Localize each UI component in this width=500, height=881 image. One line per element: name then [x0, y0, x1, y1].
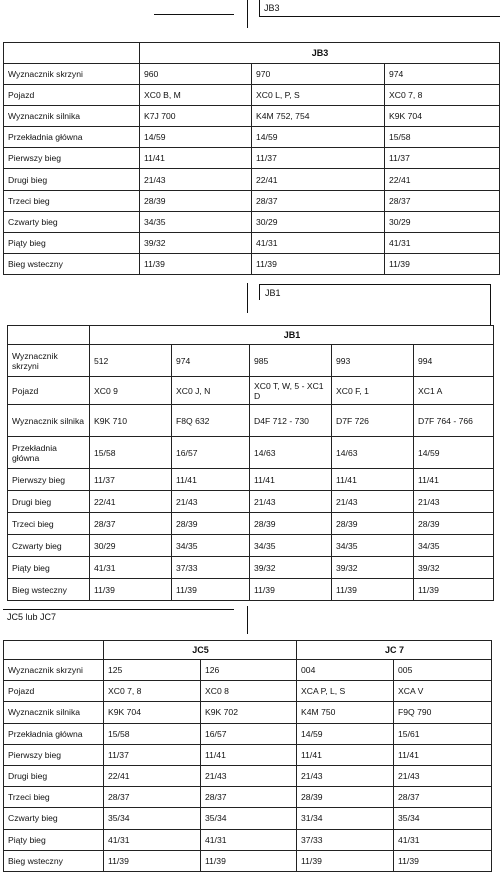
jb1-corner-cell: [8, 326, 90, 345]
jb3-label-rule: [259, 16, 500, 17]
cell: K4M 752, 754: [252, 106, 385, 127]
cell: 974: [385, 64, 500, 85]
row-label: Wyznacznik skrzyni: [4, 64, 140, 85]
cell: 21/43: [332, 491, 414, 513]
row-label: Wyznacznik silnika: [4, 702, 104, 723]
cell: XCA V: [394, 681, 492, 702]
cell: K9K 702: [201, 702, 297, 723]
table-row: [4, 681, 492, 702]
cell: 39/32: [140, 232, 252, 253]
cell: 970: [252, 64, 385, 85]
cell: 28/39: [250, 513, 332, 535]
cell: 22/41: [104, 765, 201, 786]
table-row: [8, 437, 494, 469]
table-row: [4, 787, 492, 808]
cell: 11/39: [252, 253, 385, 274]
cell: 11/39: [250, 579, 332, 601]
cell: 11/41: [394, 744, 492, 765]
table-row: [8, 377, 494, 405]
cell: 11/41: [332, 469, 414, 491]
cell: XC0 F, 1: [332, 377, 414, 405]
jb1-label-tick: [259, 284, 260, 300]
jc-label-rule: [3, 609, 234, 610]
cell: 41/31: [385, 232, 500, 253]
cell: 28/39: [297, 787, 394, 808]
row-label: Drugi bieg: [8, 491, 90, 513]
table-row: [4, 169, 500, 190]
cell: 15/58: [90, 437, 172, 469]
cell: 34/35: [172, 535, 250, 557]
cell: 005: [394, 660, 492, 681]
cell: 35/34: [201, 808, 297, 829]
cell: 11/41: [414, 469, 494, 491]
cell: 37/33: [172, 557, 250, 579]
row-label: Czwarty bieg: [4, 808, 104, 829]
row-label: Czwarty bieg: [4, 211, 140, 232]
table-row: [4, 190, 500, 211]
cell: 41/31: [201, 829, 297, 850]
cell: 35/34: [104, 808, 201, 829]
row-label: Trzeci bieg: [4, 190, 140, 211]
cell: 28/37: [394, 787, 492, 808]
cell: 28/37: [104, 787, 201, 808]
cell: 22/41: [252, 169, 385, 190]
row-label: Wyznacznik silnika: [4, 106, 140, 127]
cell: K9K 710: [90, 405, 172, 437]
top-rule-left: [154, 14, 234, 15]
cell: 34/35: [332, 535, 414, 557]
cell: 28/39: [332, 513, 414, 535]
cell: 11/41: [297, 744, 394, 765]
table-row: [4, 808, 492, 829]
cell: 11/41: [140, 148, 252, 169]
cell: XC0 T, W, 5 - XC1 D: [250, 377, 332, 405]
jb1-table: [7, 325, 494, 601]
cell: 11/39: [414, 579, 494, 601]
cell: 31/34: [297, 808, 394, 829]
jb3-section-label: JB3: [264, 3, 280, 13]
jb1-divider: [247, 283, 248, 313]
cell: XC0 B, M: [140, 85, 252, 106]
cell: 11/39: [201, 850, 297, 871]
cell: XC1 A: [414, 377, 494, 405]
table-row: [4, 64, 500, 85]
cell: 21/43: [172, 491, 250, 513]
cell: 14/59: [414, 437, 494, 469]
cell: 14/59: [140, 127, 252, 148]
table-row: [4, 660, 492, 681]
table-row: [8, 491, 494, 513]
cell: XCA P, L, S: [297, 681, 394, 702]
cell: 11/39: [172, 579, 250, 601]
table-row: [4, 829, 492, 850]
cell: D7F 764 - 766: [414, 405, 494, 437]
cell: 34/35: [140, 211, 252, 232]
cell: F8Q 632: [172, 405, 250, 437]
cell: 14/59: [252, 127, 385, 148]
table-row: [4, 127, 500, 148]
cell: 994: [414, 345, 494, 377]
cell: XC0 8: [201, 681, 297, 702]
row-label: Bieg wsteczny: [4, 850, 104, 871]
table-row: [4, 723, 492, 744]
table-row: [4, 744, 492, 765]
cell: 34/35: [250, 535, 332, 557]
cell: 11/37: [104, 744, 201, 765]
cell: 28/37: [385, 190, 500, 211]
row-label: Wyznacznik silnika: [8, 405, 90, 437]
row-label: Drugi bieg: [4, 169, 140, 190]
cell: 004: [297, 660, 394, 681]
table-row: [4, 106, 500, 127]
cell: 16/57: [172, 437, 250, 469]
jb3-corner-cell: [4, 43, 140, 64]
cell: K9K 704: [385, 106, 500, 127]
cell: 11/39: [332, 579, 414, 601]
cell: XC0 7, 8: [104, 681, 201, 702]
jb3-table: [3, 42, 500, 275]
table-row: [4, 253, 500, 274]
cell: 39/32: [332, 557, 414, 579]
row-label: Trzeci bieg: [8, 513, 90, 535]
cell: K9K 704: [104, 702, 201, 723]
cell: 974: [172, 345, 250, 377]
cell: 15/58: [385, 127, 500, 148]
cell: 22/41: [90, 491, 172, 513]
row-label: Drugi bieg: [4, 765, 104, 786]
row-label: Wyznacznik skrzyni: [8, 345, 90, 377]
jc-divider: [247, 606, 248, 634]
cell: 30/29: [252, 211, 385, 232]
cell: 37/33: [297, 829, 394, 850]
cell: F9Q 790: [394, 702, 492, 723]
cell: 30/29: [385, 211, 500, 232]
cell: 11/39: [140, 253, 252, 274]
right-rule: [490, 284, 491, 326]
table-row: [4, 85, 500, 106]
cell: XC0 L, P, S: [252, 85, 385, 106]
row-label: Przekładnia główna: [8, 437, 90, 469]
cell: 993: [332, 345, 414, 377]
cell: 11/39: [394, 850, 492, 871]
row-label: Pierwszy bieg: [4, 744, 104, 765]
cell: XC0 J, N: [172, 377, 250, 405]
jc-corner-cell: [4, 641, 104, 660]
cell: 22/41: [385, 169, 500, 190]
row-label: Pojazd: [8, 377, 90, 405]
cell: 512: [90, 345, 172, 377]
row-label: Wyznacznik skrzyni: [4, 660, 104, 681]
jc5-header: JC5: [104, 641, 297, 660]
table-row: [4, 211, 500, 232]
jb1-header: JB1: [90, 326, 494, 345]
cell: 30/29: [90, 535, 172, 557]
cell: 28/39: [414, 513, 494, 535]
cell: 41/31: [394, 829, 492, 850]
cell: 11/39: [297, 850, 394, 871]
row-label: Piąty bieg: [4, 829, 104, 850]
cell: 16/57: [201, 723, 297, 744]
table-row: [8, 345, 494, 377]
cell: 35/34: [394, 808, 492, 829]
cell: 11/41: [250, 469, 332, 491]
cell: 41/31: [90, 557, 172, 579]
table-row: [4, 765, 492, 786]
cell: XC0 9: [90, 377, 172, 405]
row-label: Przekładnia główna: [4, 723, 104, 744]
cell: 125: [104, 660, 201, 681]
row-label: Czwarty bieg: [8, 535, 90, 557]
cell: 11/37: [90, 469, 172, 491]
jc-section-label: JC5 lub JC7: [7, 612, 57, 622]
row-label: Pierwszy bieg: [4, 148, 140, 169]
cell: 41/31: [252, 232, 385, 253]
cell: 21/43: [250, 491, 332, 513]
cell: D4F 712 - 730: [250, 405, 332, 437]
jb1-section-label: JB1: [265, 288, 281, 298]
table-row: [8, 557, 494, 579]
table-row: [4, 702, 492, 723]
cell: 34/35: [414, 535, 494, 557]
cell: 21/43: [201, 765, 297, 786]
table-row: [4, 850, 492, 871]
table-row: [8, 513, 494, 535]
cell: 39/32: [414, 557, 494, 579]
row-label: Przekładnia główna: [4, 127, 140, 148]
cell: 985: [250, 345, 332, 377]
row-label: Pierwszy bieg: [8, 469, 90, 491]
table-row: [4, 148, 500, 169]
cell: 11/41: [172, 469, 250, 491]
cell: 11/41: [201, 744, 297, 765]
cell: 21/43: [414, 491, 494, 513]
table-row: [4, 232, 500, 253]
row-label: Pojazd: [4, 85, 140, 106]
row-label: Trzeci bieg: [4, 787, 104, 808]
cell: 11/37: [385, 148, 500, 169]
cell: 28/37: [252, 190, 385, 211]
cell: 21/43: [394, 765, 492, 786]
cell: 15/58: [104, 723, 201, 744]
top-divider: [247, 0, 248, 28]
jc7-header: JC 7: [297, 641, 492, 660]
cell: 28/37: [90, 513, 172, 535]
cell: 14/63: [250, 437, 332, 469]
cell: K4M 750: [297, 702, 394, 723]
row-label: Bieg wsteczny: [8, 579, 90, 601]
cell: 126: [201, 660, 297, 681]
cell: 21/43: [297, 765, 394, 786]
cell: 28/39: [140, 190, 252, 211]
cell: 15/61: [394, 723, 492, 744]
row-label: Bieg wsteczny: [4, 253, 140, 274]
jb3-header: JB3: [140, 43, 500, 64]
cell: 11/39: [90, 579, 172, 601]
cell: 28/37: [201, 787, 297, 808]
cell: 28/39: [172, 513, 250, 535]
jc-table: [3, 640, 492, 872]
cell: 41/31: [104, 829, 201, 850]
table-row: [8, 405, 494, 437]
table-row: [8, 535, 494, 557]
cell: 21/43: [140, 169, 252, 190]
row-label: Piąty bieg: [8, 557, 90, 579]
cell: D7F 726: [332, 405, 414, 437]
cell: 11/37: [252, 148, 385, 169]
cell: 39/32: [250, 557, 332, 579]
row-label: Piąty bieg: [4, 232, 140, 253]
jb3-label-tick: [259, 0, 260, 16]
row-label: Pojazd: [4, 681, 104, 702]
cell: 14/59: [297, 723, 394, 744]
table-row: [8, 579, 494, 601]
cell: 960: [140, 64, 252, 85]
cell: 11/39: [385, 253, 500, 274]
cell: 11/39: [104, 850, 201, 871]
table-row: [8, 469, 494, 491]
cell: XC0 7, 8: [385, 85, 500, 106]
cell: K7J 700: [140, 106, 252, 127]
cell: 14/63: [332, 437, 414, 469]
jb1-label-rule: [259, 284, 490, 285]
